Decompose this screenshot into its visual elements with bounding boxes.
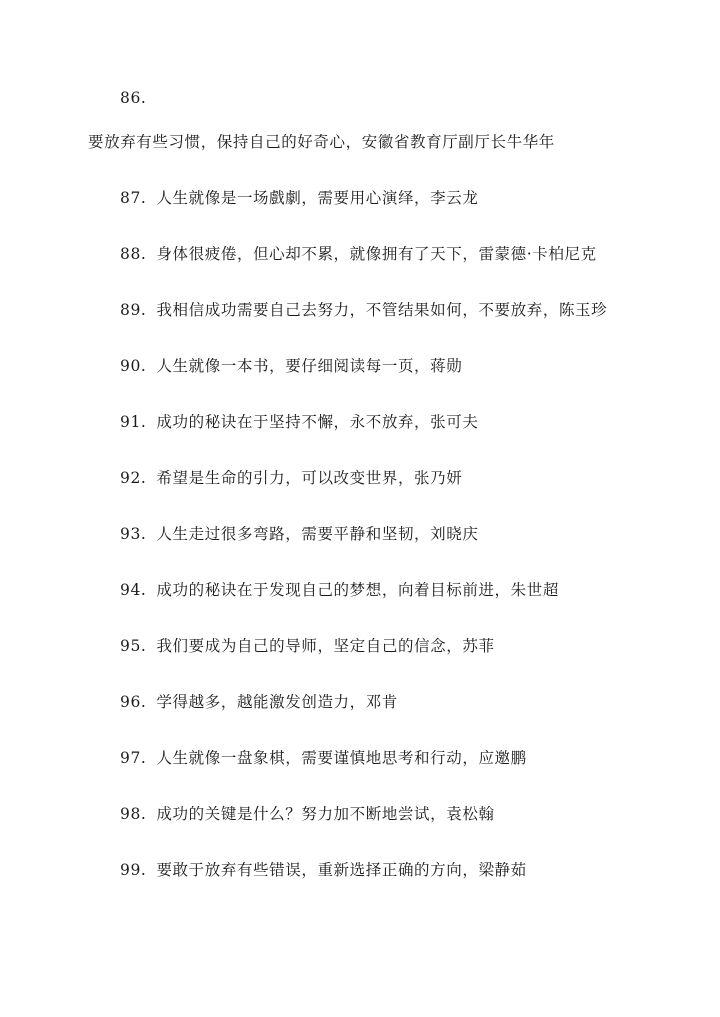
item-number: 93.: [120, 525, 147, 543]
item-text: 学得越多，越能激发创造力，邓肯: [156, 693, 398, 711]
item-text: 成功的秘诀在于发现自己的梦想，向着目标前进，朱世超: [156, 581, 559, 599]
item-number: 91.: [120, 413, 147, 431]
list-item-93: [120, 524, 478, 544]
list-item-91: [120, 412, 478, 432]
item-number: 94.: [120, 581, 147, 599]
item-text: 人生就像是一场戲劇，需要用心演绎，李云龙: [156, 189, 479, 207]
item-text: 我相信成功需要自己去努力，不管结果如何，不要放弃，陈玉珍: [156, 301, 608, 319]
item-text: 人生走过很多弯路，需要平静和坚韧，刘晓庆: [156, 525, 479, 543]
list-item-98: [120, 804, 495, 824]
list-item-88: [120, 244, 597, 264]
item-text: 人生就像一本书，要仔细阅读每一页，蒋勋: [156, 357, 463, 375]
item-text: 我们要成为自己的导师，坚定自己的信念，苏菲: [156, 637, 495, 655]
list-item-86: [120, 88, 156, 108]
list-item-87: [120, 188, 478, 208]
item-number: 96.: [120, 693, 147, 711]
item-number: 99.: [120, 861, 147, 879]
item-text: 要敢于放弃有些错误，重新选择正确的方向，梁静茹: [156, 861, 527, 879]
item-number: 92.: [120, 469, 147, 487]
list-item-86-continued: [88, 132, 555, 152]
list-item-92: [120, 468, 462, 488]
item-number: 89.: [120, 301, 147, 319]
list-item-89: [120, 300, 607, 320]
list-item-99: [120, 860, 527, 880]
item-number: 88.: [120, 245, 147, 263]
list-item-96: [120, 692, 398, 712]
item-text: 要放弃有些习惯，保持自己的好奇心，安徽省教育厅副厅长牛华年: [88, 133, 555, 151]
item-number: 86.: [120, 89, 147, 107]
item-number: 90.: [120, 357, 147, 375]
item-text: 人生就像一盘象棋，需要谨慎地思考和行动，应邀鹏: [156, 749, 527, 767]
item-text: 身体很疲倦，但心却不累，就像拥有了天下，雷蒙德·卡柏尼克: [156, 245, 597, 263]
item-text: 成功的秘诀在于坚持不懈，永不放弃，张可夫: [156, 413, 479, 431]
item-text: 成功的关键是什么？努力加不断地尝试，袁松翰: [156, 805, 495, 823]
list-item-95: [120, 636, 495, 656]
list-item-90: [120, 356, 462, 376]
item-number: 98.: [120, 805, 147, 823]
item-number: 95.: [120, 637, 147, 655]
list-item-94: [120, 580, 559, 600]
list-item-97: [120, 748, 527, 768]
item-number: 87.: [120, 189, 147, 207]
item-text: 希望是生命的引力，可以改变世界，张乃妍: [156, 469, 463, 487]
item-number: 97.: [120, 749, 147, 767]
